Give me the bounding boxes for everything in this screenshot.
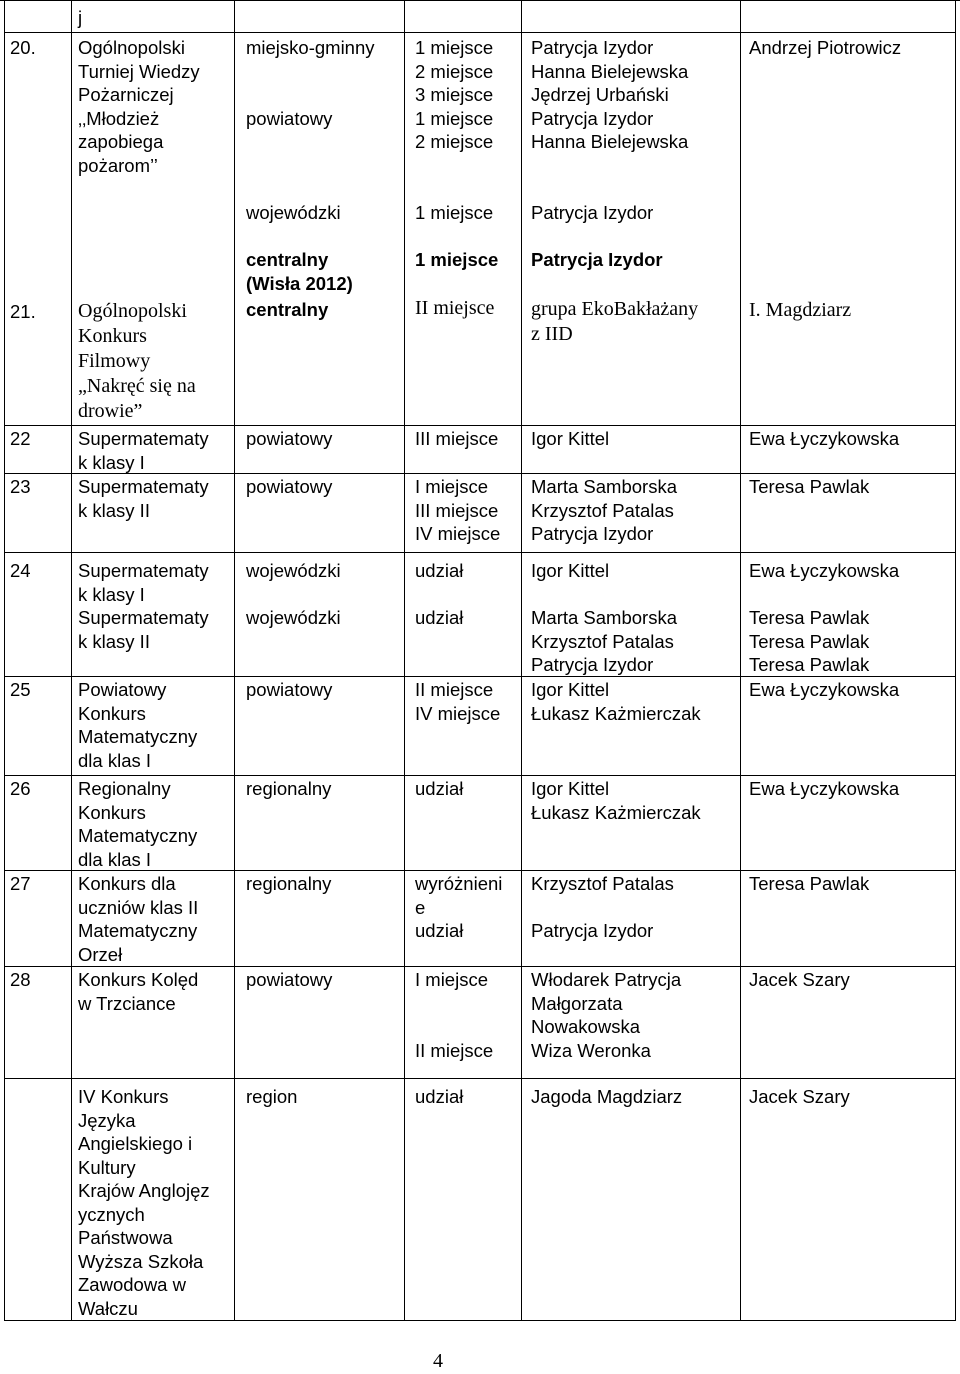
row-25-students: Igor Kittel Łukasz Każmierczak: [531, 679, 701, 724]
row-20-place-1: 1 miejsce 2 miejsce 3 miejsce 1 miejsce 2 miejsce: [415, 37, 494, 152]
row-26-title: Regionalny Konkurs Matematyczny dla klas I: [78, 778, 198, 870]
row-23-title: Supermatematy k klasy II: [78, 476, 209, 521]
row-22-level: powiatowy: [246, 428, 333, 449]
col-line-1: [4, 0, 5, 1320]
col-line-3: [234, 0, 235, 1320]
page-number: 4: [433, 1350, 443, 1372]
row-line-h: [4, 966, 956, 967]
row-24-title: Supermatematy k klasy I Supermatematy k klasy II: [78, 560, 209, 652]
row-line-f: [4, 775, 956, 776]
row-25-number: 25: [10, 679, 31, 700]
row-line-i: [4, 1078, 956, 1079]
row-21-teacher: I. Magdziarz: [749, 299, 852, 321]
row-20-level-2: wojewódzki: [246, 202, 341, 223]
row-29-teacher: Jacek Szary: [749, 1086, 850, 1107]
row-line-a: [4, 32, 956, 33]
row-22-students: Igor Kittel: [531, 428, 610, 449]
row-22-title: Supermatematy k klasy I: [78, 428, 209, 473]
row-21-place: II miejsce: [415, 297, 495, 319]
row-21-title: Ogólnopolski Konkurs Filmowy „Nakręć się na drowie”: [78, 300, 196, 422]
row-26-level: regionalny: [246, 778, 332, 799]
row-21-number: 21.: [10, 301, 36, 322]
row-20-level-3: centralny (Wisła 2012): [246, 249, 353, 294]
row-27-number: 27: [10, 873, 31, 894]
row-20-teacher: Andrzej Piotrowicz: [749, 37, 902, 58]
row-27-students: Krzysztof Patalas Patrycja Izydor: [531, 873, 674, 941]
row-20-students-1: Patrycja Izydor Hanna Bielejewska Jędrzej Urbański Patrycja Izydor Hanna Bielejewska: [531, 37, 689, 152]
row-20-place-3: 1 miejsce: [415, 249, 499, 270]
row-21-students: grupa EkoBakłażany z IID: [531, 298, 699, 345]
row-20-title: Ogólnopolski Turniej Wiedzy Pożarniczej ‚‚Młodzież zapobiega pożarom’’: [78, 37, 200, 176]
row-29-place: udział: [415, 1086, 464, 1107]
row-25-level: powiatowy: [246, 679, 333, 700]
row-21-level: centralny: [246, 299, 329, 320]
row-28-number: 28: [10, 969, 31, 990]
row-line-d: [4, 552, 956, 553]
row-20-place-2: 1 miejsce: [415, 202, 494, 223]
row-28-place: I miejsce II miejsce: [415, 969, 494, 1061]
row-27-teacher: Teresa Pawlak: [749, 873, 870, 894]
row-23-place: I miejsce III miejsce IV miejsce: [415, 476, 501, 544]
row-line-b: [4, 425, 956, 426]
row-26-number: 26: [10, 778, 31, 799]
table-top-border: [0, 0, 960, 1]
row-29-students: Jagoda Magdziarz: [531, 1086, 683, 1107]
row-23-teacher: Teresa Pawlak: [749, 476, 870, 497]
col-line-7: [955, 0, 956, 1320]
header-fragment: j: [78, 7, 83, 28]
row-24-students: Igor Kittel Marta Samborska Krzysztof Patalas Patrycja Izydor: [531, 560, 677, 675]
row-26-students: Igor Kittel Łukasz Każmierczak: [531, 778, 701, 823]
row-22-number: 22: [10, 428, 31, 449]
row-23-number: 23: [10, 476, 31, 497]
row-20-level-1: miejsko-gminny powiatowy: [246, 37, 375, 129]
row-20-number: 20.: [10, 37, 36, 58]
row-27-level: regionalny: [246, 873, 332, 894]
col-line-6: [740, 0, 741, 1320]
row-22-place: III miejsce: [415, 428, 499, 449]
row-29-title: IV Konkurs Języka Angielskiego i Kultury Krajów Anglojęz ycznych Państwowa Wyższa Szkoła Zawodowa w Wałczu: [78, 1086, 210, 1319]
row-28-teacher: Jacek Szary: [749, 969, 850, 990]
row-24-teacher: Ewa Łyczykowska Teresa Pawlak Teresa Pawlak Teresa Pawlak: [749, 560, 900, 675]
row-25-place: II miejsce IV miejsce: [415, 679, 501, 724]
row-22-teacher: Ewa Łyczykowska: [749, 428, 900, 449]
row-20-students-3: Patrycja Izydor: [531, 249, 663, 270]
row-28-level: powiatowy: [246, 969, 333, 990]
col-line-2: [71, 0, 72, 1320]
row-20-students-2: Patrycja Izydor: [531, 202, 654, 223]
row-25-title: Powiatowy Konkurs Matematyczny dla klas I: [78, 679, 198, 771]
table-bottom-border: [4, 1320, 956, 1321]
row-28-students: Włodarek Patrycja Małgorzata Nowakowska Wiza Weronka: [531, 969, 682, 1061]
row-27-place: wyróżnieni e udział: [415, 873, 503, 941]
row-25-teacher: Ewa Łyczykowska: [749, 679, 900, 700]
row-29-level: region: [246, 1086, 298, 1107]
row-26-place: udział: [415, 778, 464, 799]
row-24-place: udział udział: [415, 560, 464, 628]
row-24-level: wojewódzki wojewódzki: [246, 560, 341, 628]
col-line-5: [521, 0, 522, 1320]
row-28-title: Konkurs Kolęd w Trzciance: [78, 969, 199, 1014]
row-23-level: powiatowy: [246, 476, 333, 497]
row-26-teacher: Ewa Łyczykowska: [749, 778, 900, 799]
row-24-number: 24: [10, 560, 31, 581]
row-27-title: Konkurs dla uczniów klas II Matematyczny Orzeł: [78, 873, 199, 965]
row-23-students: Marta Samborska Krzysztof Patalas Patrycja Izydor: [531, 476, 677, 544]
col-line-4: [404, 0, 405, 1320]
